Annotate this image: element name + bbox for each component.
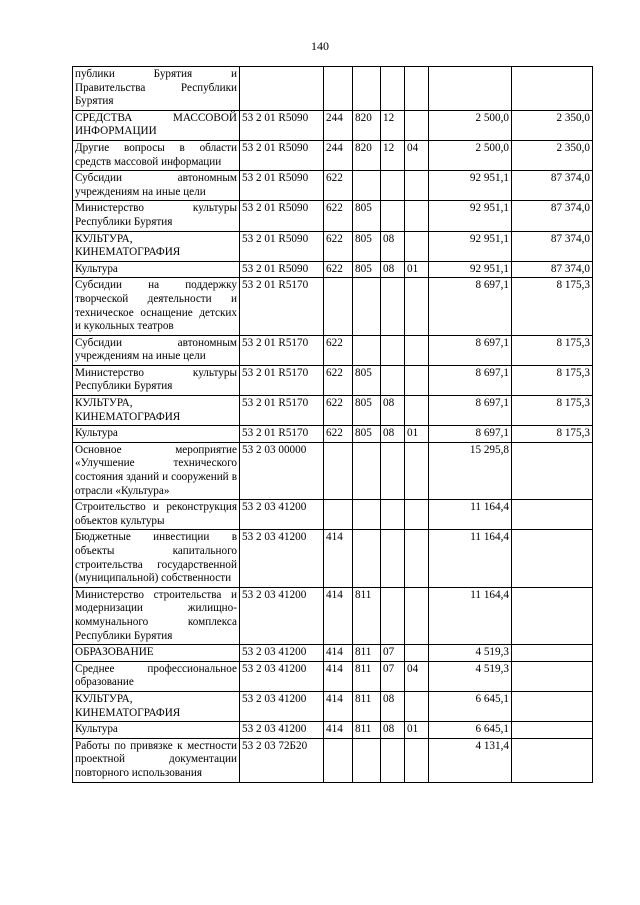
administrator-cell: 805 <box>353 426 381 443</box>
item-name-cell: КУЛЬТУРА, КИНЕМАТОГРАФИЯ <box>73 396 240 426</box>
subsection-cell <box>405 278 429 335</box>
target-code-cell: 53 2 03 41200 <box>240 661 324 691</box>
section-cell: 07 <box>381 661 405 691</box>
subsection-cell <box>405 500 429 530</box>
subsection-cell <box>405 530 429 587</box>
administrator-cell: 811 <box>353 691 381 721</box>
amount-first-cell: 2 500,0 <box>429 140 512 170</box>
section-cell <box>381 442 405 499</box>
section-cell: 08 <box>381 426 405 443</box>
administrator-cell: 811 <box>353 645 381 662</box>
amount-first-cell: 8 697,1 <box>429 335 512 365</box>
item-name-cell: ОБРАЗОВАНИЕ <box>73 645 240 662</box>
table-row <box>73 335 593 365</box>
expense-type-cell: 622 <box>324 335 353 365</box>
amount-first-cell: 11 164,4 <box>429 587 512 644</box>
subsection-cell <box>405 645 429 662</box>
administrator-cell <box>353 442 381 499</box>
subsection-cell <box>405 110 429 140</box>
amount-second-cell: 8 175,3 <box>512 365 593 395</box>
section-cell <box>381 738 405 782</box>
amount-second-cell <box>512 722 593 739</box>
subsection-cell: 01 <box>405 426 429 443</box>
item-name-cell: Министерство культуры Республики Бурятия <box>73 201 240 231</box>
table-row <box>73 396 593 426</box>
target-code-cell: 53 2 01 R5090 <box>240 261 324 278</box>
expense-type-cell: 622 <box>324 396 353 426</box>
table-row <box>73 530 593 587</box>
administrator-cell: 820 <box>353 140 381 170</box>
section-cell: 08 <box>381 396 405 426</box>
subsection-cell <box>405 201 429 231</box>
target-code-cell: 53 2 01 R5170 <box>240 365 324 395</box>
amount-second-cell <box>512 442 593 499</box>
item-name-cell: Субсидии на поддержку творческой деятельности и техническое оснащение детских и кукольных театров <box>73 278 240 335</box>
table-row <box>73 661 593 691</box>
page-number: 140 <box>311 39 329 53</box>
section-cell: 08 <box>381 231 405 261</box>
table-row <box>73 645 593 662</box>
administrator-cell: 805 <box>353 231 381 261</box>
table-row <box>73 365 593 395</box>
administrator-cell: 811 <box>353 722 381 739</box>
expense-type-cell <box>324 738 353 782</box>
amount-second-cell: 87 374,0 <box>512 261 593 278</box>
section-cell: 08 <box>381 691 405 721</box>
amount-first-cell: 8 697,1 <box>429 426 512 443</box>
table-row <box>73 231 593 261</box>
administrator-cell: 811 <box>353 661 381 691</box>
administrator-cell: 805 <box>353 396 381 426</box>
item-name-cell: КУЛЬТУРА, КИНЕМАТОГРАФИЯ <box>73 691 240 721</box>
expense-type-cell: 244 <box>324 140 353 170</box>
target-code-cell: 53 2 03 41200 <box>240 691 324 721</box>
amount-first-cell: 92 951,1 <box>429 171 512 201</box>
expense-type-cell <box>324 278 353 335</box>
amount-first-cell: 6 645,1 <box>429 722 512 739</box>
amount-first-cell: 4 519,3 <box>429 661 512 691</box>
subsection-cell <box>405 442 429 499</box>
target-code-cell: 53 2 01 R5090 <box>240 201 324 231</box>
item-name-cell: Культура <box>73 722 240 739</box>
target-code-cell <box>240 67 324 111</box>
amount-first-cell: 92 951,1 <box>429 231 512 261</box>
subsection-cell <box>405 738 429 782</box>
expense-type-cell: 414 <box>324 530 353 587</box>
table-row <box>73 171 593 201</box>
item-name-cell: Культура <box>73 426 240 443</box>
amount-second-cell: 8 175,3 <box>512 396 593 426</box>
administrator-cell <box>353 530 381 587</box>
item-name-cell: Основное мероприятие «Улучшение технического состояния зданий и сооружений в отрасли «Культура» <box>73 442 240 499</box>
expense-type-cell: 414 <box>324 691 353 721</box>
subsection-cell <box>405 231 429 261</box>
amount-second-cell <box>512 691 593 721</box>
amount-second-cell: 2 350,0 <box>512 110 593 140</box>
table-row <box>73 67 593 111</box>
item-name-cell: Субсидии автономным учреждениям на иные цели <box>73 171 240 201</box>
section-cell: 12 <box>381 140 405 170</box>
target-code-cell: 53 2 01 R5170 <box>240 278 324 335</box>
budget-table <box>72 66 593 783</box>
expense-type-cell: 414 <box>324 587 353 644</box>
table-row <box>73 261 593 278</box>
table-row <box>73 278 593 335</box>
expense-type-cell: 414 <box>324 722 353 739</box>
expense-type-cell: 622 <box>324 171 353 201</box>
administrator-cell <box>353 738 381 782</box>
amount-first-cell: 11 164,4 <box>429 530 512 587</box>
table-row <box>73 722 593 739</box>
item-name-cell: Министерство культуры Республики Бурятия <box>73 365 240 395</box>
item-name-cell: Культура <box>73 261 240 278</box>
section-cell <box>381 530 405 587</box>
amount-second-cell: 8 175,3 <box>512 278 593 335</box>
section-cell: 08 <box>381 722 405 739</box>
item-name-cell: Министерство строительства и модернизации жилищно-коммунального комплекса Республики Бурятия <box>73 587 240 644</box>
item-name-cell: Другие вопросы в области средств массовой информации <box>73 140 240 170</box>
administrator-cell: 805 <box>353 365 381 395</box>
section-cell <box>381 278 405 335</box>
subsection-cell <box>405 335 429 365</box>
section-cell <box>381 171 405 201</box>
item-name-cell: СРЕДСТВА МАССОВОЙ ИНФОРМАЦИИ <box>73 110 240 140</box>
administrator-cell <box>353 278 381 335</box>
item-name-cell: публики Бурятия и Правительства Республики Бурятия <box>73 67 240 111</box>
target-code-cell: 53 2 03 41200 <box>240 500 324 530</box>
amount-first-cell: 4 519,3 <box>429 645 512 662</box>
target-code-cell: 53 2 01 R5170 <box>240 335 324 365</box>
subsection-cell <box>405 587 429 644</box>
amount-second-cell <box>512 67 593 111</box>
target-code-cell: 53 2 01 R5090 <box>240 171 324 201</box>
amount-second-cell <box>512 500 593 530</box>
amount-second-cell <box>512 587 593 644</box>
expense-type-cell <box>324 67 353 111</box>
table-row <box>73 738 593 782</box>
subsection-cell: 01 <box>405 261 429 278</box>
target-code-cell: 53 2 03 41200 <box>240 530 324 587</box>
amount-second-cell: 87 374,0 <box>512 201 593 231</box>
amount-first-cell <box>429 67 512 111</box>
amount-first-cell: 6 645,1 <box>429 691 512 721</box>
expense-type-cell: 414 <box>324 645 353 662</box>
amount-first-cell: 4 131,4 <box>429 738 512 782</box>
expense-type-cell: 622 <box>324 261 353 278</box>
subsection-cell: 04 <box>405 140 429 170</box>
amount-second-cell: 87 374,0 <box>512 231 593 261</box>
amount-first-cell: 92 951,1 <box>429 261 512 278</box>
item-name-cell: Бюджетные инвестиции в объекты капитального строительства государственной (муниципальной) собственности <box>73 530 240 587</box>
target-code-cell: 53 2 01 R5170 <box>240 426 324 443</box>
administrator-cell: 820 <box>353 110 381 140</box>
expense-type-cell: 414 <box>324 661 353 691</box>
subsection-cell <box>405 67 429 111</box>
target-code-cell: 53 2 03 41200 <box>240 587 324 644</box>
subsection-cell: 04 <box>405 661 429 691</box>
expense-type-cell: 244 <box>324 110 353 140</box>
target-code-cell: 53 2 03 41200 <box>240 722 324 739</box>
target-code-cell: 53 2 01 R5170 <box>240 396 324 426</box>
amount-second-cell <box>512 645 593 662</box>
administrator-cell: 811 <box>353 587 381 644</box>
target-code-cell: 53 2 03 41200 <box>240 645 324 662</box>
subsection-cell <box>405 691 429 721</box>
section-cell <box>381 201 405 231</box>
amount-first-cell: 2 500,0 <box>429 110 512 140</box>
amount-second-cell: 87 374,0 <box>512 171 593 201</box>
amount-first-cell: 8 697,1 <box>429 365 512 395</box>
subsection-cell <box>405 171 429 201</box>
expense-type-cell <box>324 442 353 499</box>
section-cell <box>381 365 405 395</box>
amount-first-cell: 8 697,1 <box>429 278 512 335</box>
target-code-cell: 53 2 03 72Б20 <box>240 738 324 782</box>
amount-second-cell: 2 350,0 <box>512 140 593 170</box>
item-name-cell: Работы по привязке к местности проектной документации повторного использования <box>73 738 240 782</box>
item-name-cell: Субсидии автономным учреждениям на иные цели <box>73 335 240 365</box>
section-cell <box>381 587 405 644</box>
table-row <box>73 500 593 530</box>
target-code-cell: 53 2 01 R5090 <box>240 110 324 140</box>
expense-type-cell: 622 <box>324 365 353 395</box>
target-code-cell: 53 2 01 R5090 <box>240 140 324 170</box>
amount-first-cell: 8 697,1 <box>429 396 512 426</box>
subsection-cell <box>405 396 429 426</box>
section-cell <box>381 67 405 111</box>
section-cell <box>381 335 405 365</box>
amount-second-cell: 8 175,3 <box>512 426 593 443</box>
administrator-cell: 805 <box>353 261 381 278</box>
expense-type-cell <box>324 500 353 530</box>
subsection-cell <box>405 365 429 395</box>
item-name-cell: Строительство и реконструкция объектов культуры <box>73 500 240 530</box>
table-row <box>73 691 593 721</box>
item-name-cell: КУЛЬТУРА, КИНЕМАТОГРАФИЯ <box>73 231 240 261</box>
amount-second-cell <box>512 530 593 587</box>
table-row <box>73 110 593 140</box>
amount-first-cell: 92 951,1 <box>429 201 512 231</box>
table-row <box>73 426 593 443</box>
section-cell: 12 <box>381 110 405 140</box>
item-name-cell: Среднее профессиональное образование <box>73 661 240 691</box>
administrator-cell <box>353 335 381 365</box>
administrator-cell: 805 <box>353 201 381 231</box>
expense-type-cell: 622 <box>324 201 353 231</box>
target-code-cell: 53 2 01 R5090 <box>240 231 324 261</box>
table-row <box>73 201 593 231</box>
amount-second-cell <box>512 661 593 691</box>
section-cell: 07 <box>381 645 405 662</box>
amount-first-cell: 11 164,4 <box>429 500 512 530</box>
administrator-cell <box>353 500 381 530</box>
expense-type-cell: 622 <box>324 426 353 443</box>
amount-second-cell: 8 175,3 <box>512 335 593 365</box>
section-cell <box>381 500 405 530</box>
subsection-cell: 01 <box>405 722 429 739</box>
table-row <box>73 442 593 499</box>
administrator-cell <box>353 67 381 111</box>
amount-first-cell: 15 295,8 <box>429 442 512 499</box>
section-cell: 08 <box>381 261 405 278</box>
expense-type-cell: 622 <box>324 231 353 261</box>
table-row <box>73 140 593 170</box>
target-code-cell: 53 2 03 00000 <box>240 442 324 499</box>
amount-second-cell <box>512 738 593 782</box>
table-row <box>73 587 593 644</box>
administrator-cell <box>353 171 381 201</box>
